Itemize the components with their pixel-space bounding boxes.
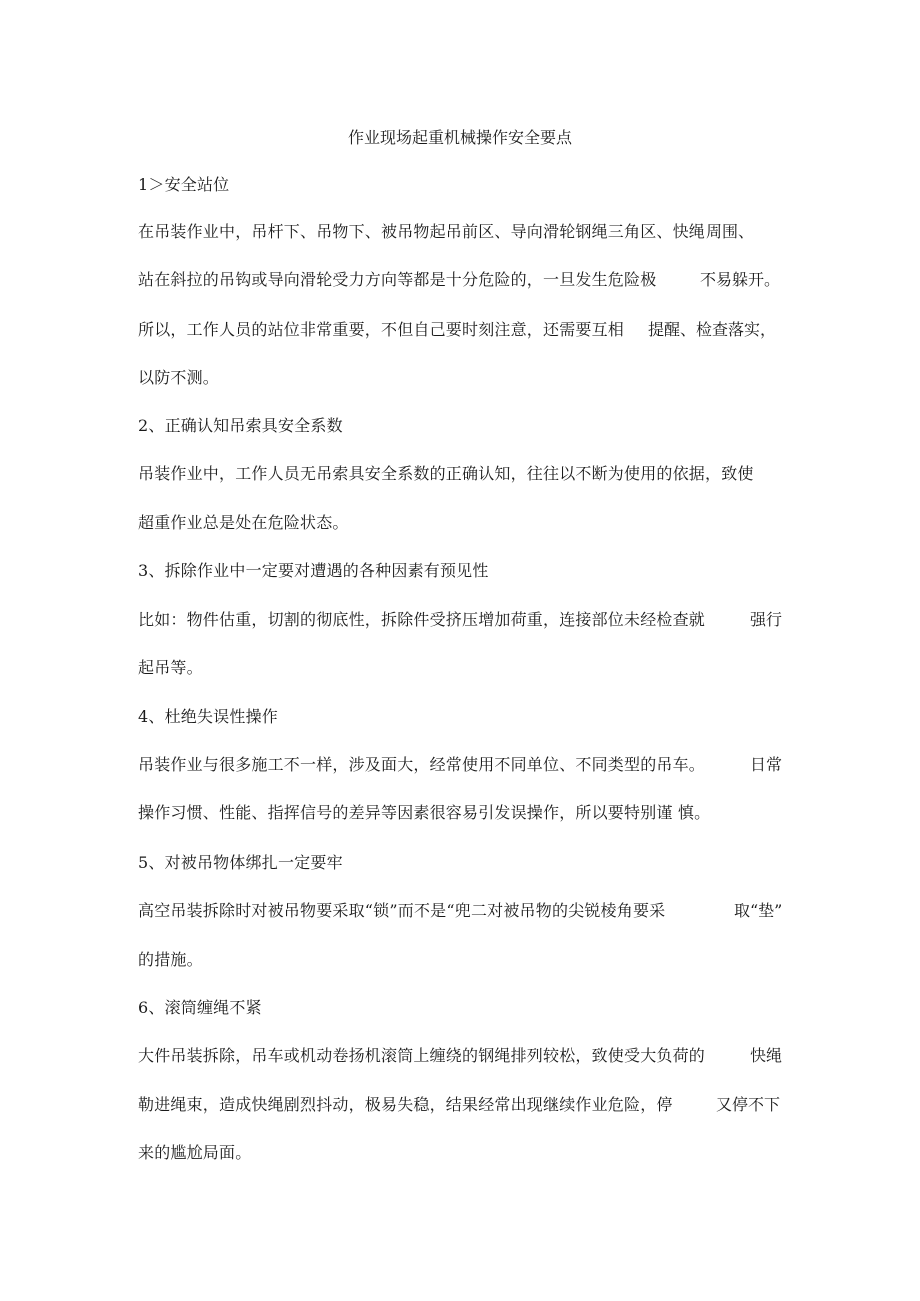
section-heading: 2、正确认知吊索具安全系数	[138, 416, 343, 435]
paragraph-line: 的措施。	[138, 950, 203, 969]
paragraph-line: 大件吊装拆除，吊车或机动卷扬机滚筒上缠绕的钢绳排列较松，致使受大负荷的	[138, 1046, 706, 1065]
paragraph-line: 高空吊装拆除时对被吊物要采取“锁”而不是“兜二对被吊物的尖锐棱角要采	[138, 901, 666, 920]
section-heading: 3、拆除作业中一定要对遭遇的各种因素有预见性	[138, 561, 489, 580]
section-heading: 5、对被吊物体绑扎一定要牢	[138, 853, 343, 872]
paragraph-line: 以防不测。	[138, 368, 220, 387]
paragraph-line: 吊装作业中，工作人员无吊索具安全系数的正确认知，往往以不断为使用的依据，致使	[138, 464, 754, 483]
paragraph-line-tail: 取“垫”	[734, 901, 783, 920]
paragraph-line: 起吊等。	[138, 658, 203, 677]
paragraph-line-tail: 提醒、检查落实，	[648, 320, 777, 339]
section-heading: 1＞安全站位	[138, 175, 230, 194]
paragraph-line: 超重作业总是处在危险状态。	[138, 513, 349, 532]
section-heading: 4、杜绝失误性操作	[138, 707, 278, 726]
paragraph-line-tail: 又停不下	[716, 1095, 781, 1114]
paragraph-line: 吊装作业与很多施工不一样，涉及面大，经常使用不同单位、不同类型的吊车。	[138, 755, 706, 774]
paragraph-line: 比如：物件估重，切割的彻底性，拆除件受挤压增加荷重，连接部位未经检查就	[138, 610, 706, 629]
paragraph-line: 来的尴尬局面。	[138, 1143, 252, 1162]
paragraph-line-tail: 日常	[750, 755, 783, 774]
paragraph-line: 站在斜拉的吊钩或导向滑轮受力方向等都是十分危险的，一旦发生危险极	[138, 270, 657, 289]
paragraph-line: 在吊装作业中，吊杆下、吊物下、被吊物起吊前区、导向滑轮钢绳三角区、快绳	[138, 222, 706, 241]
paragraph-line-tail: 不易躲开。	[700, 270, 781, 289]
paragraph-line: 勒进绳束，造成快绳剧烈抖动，极易失稳，结果经常出现继续作业危险，停	[138, 1095, 673, 1114]
paragraph-line-tail: 强行	[750, 610, 783, 629]
paragraph-line: 所以，工作人员的站位非常重要，不但自己要时刻注意，还需要互相	[138, 320, 625, 339]
paragraph-line-tail: 周围、	[706, 222, 755, 241]
document-title: 作业现场起重机械操作安全要点	[347, 128, 572, 147]
section-heading: 6、滚筒缠绳不紧	[138, 998, 262, 1017]
paragraph-line: 操作习惯、性能、指挥信号的差异等因素很容易引发误操作，所以要特别谨 慎。	[138, 803, 711, 822]
paragraph-line-tail: 快绳	[750, 1046, 783, 1065]
